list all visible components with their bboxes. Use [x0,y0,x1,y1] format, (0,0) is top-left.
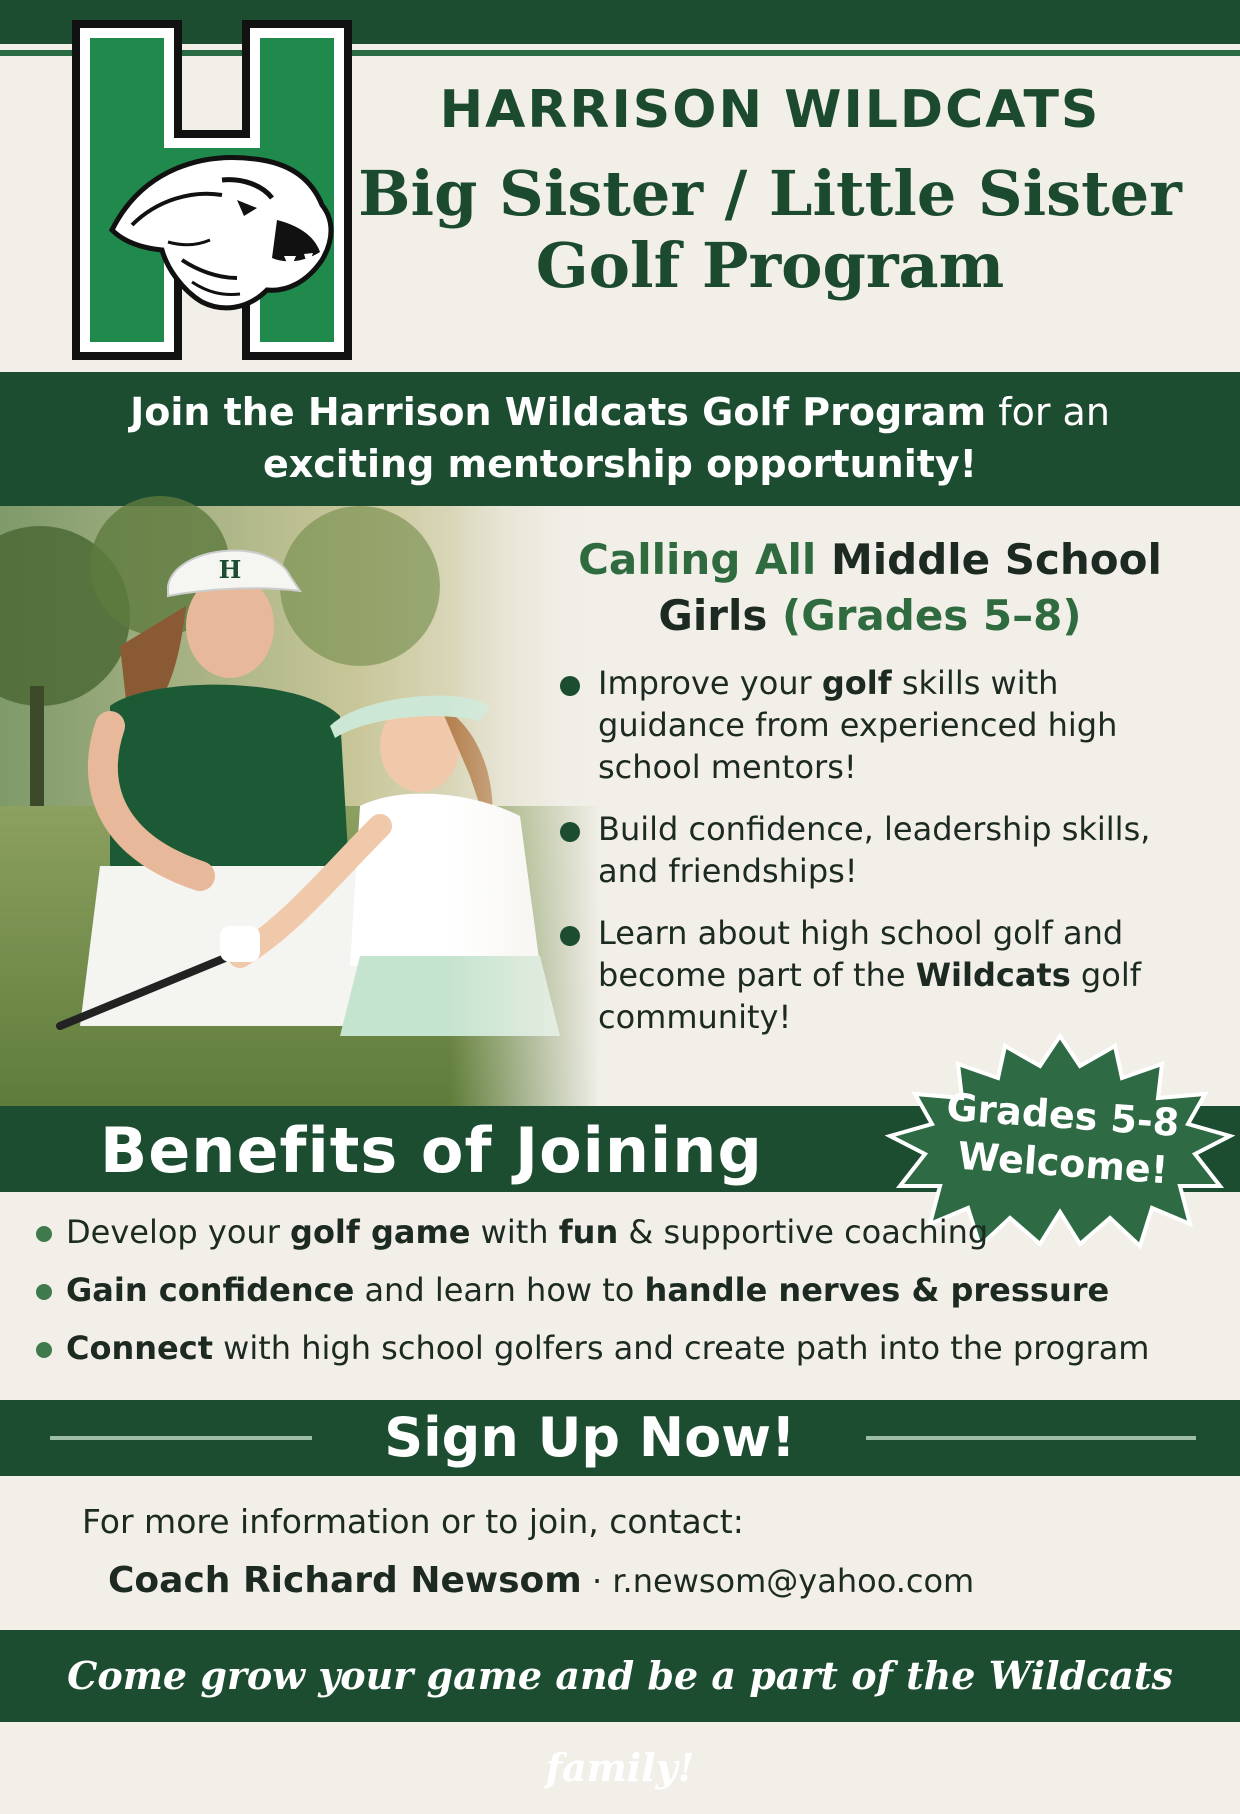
join-banner [0,372,1240,506]
calling-grades: (Grades 5–8) [782,591,1082,640]
bullet-text: Build confidence, leadership skills, and friendships! [598,810,1151,890]
list-item [560,808,1180,892]
badge-line1: Grades 5-8 [945,1084,1181,1146]
bullet-text: golf community! [598,956,1141,1036]
program-bullets [560,662,1180,1058]
program-title [350,158,1190,302]
signup-divider-right [866,1436,1196,1440]
bullet-text: skills with guidance from experienced high school mentors! [598,664,1118,786]
benefit-bold: fun [558,1213,619,1251]
bullet-bold: golf [821,664,892,702]
calling-girls: Girls [658,591,783,640]
list-item [560,912,1180,1038]
benefit-bold: golf game [290,1213,471,1251]
calling-all: Calling All [578,535,831,584]
calling-line1 [530,532,1210,588]
bullet-dot-icon [560,926,580,946]
benefit-text: Develop your [66,1213,291,1251]
benefit-bold: handle nerves & pressure [644,1271,1110,1309]
bullet-dot-icon [560,822,580,842]
list-item [32,1268,1222,1312]
contact-separator: · [581,1562,613,1600]
wildcats-h-logo [72,20,352,360]
bullet-dot-icon [36,1284,52,1300]
benefit-text: and learn how to [354,1271,645,1309]
list-item [32,1326,1222,1370]
program-title-line2: Golf Program [535,229,1005,302]
footer-tagline: Come grow your game and be a part of the Wildcats family! [67,1653,1173,1790]
benefits-title: Benefits of Joining [100,1114,763,1187]
calling-heading [530,532,1210,644]
bullet-dot-icon [36,1342,52,1358]
contact-line [108,1560,1208,1601]
list-item [560,662,1180,788]
bullet-dot-icon [560,676,580,696]
benefit-bold: Gain confidence [66,1271,355,1309]
coach-email: r.newsom@yahoo.com [612,1562,975,1600]
program-title-line1: Big Sister / Little Sister [358,157,1182,230]
bullet-text: Improve your [598,664,822,702]
join-banner-normal: for an [986,390,1110,434]
signup-divider-left [50,1436,312,1440]
school-name: HARRISON WILDCATS [439,80,1101,140]
join-banner-line2: exciting mentorship opportunity! [263,442,977,486]
join-banner-line1 [0,386,1240,438]
badge-line2: Welcome! [956,1133,1170,1193]
coach-name: Coach Richard Newsom [108,1560,582,1601]
benefit-list [32,1210,1222,1384]
benefit-text: with high school golfers and create path into the program [213,1329,1150,1367]
calling-middle-school: Middle School [830,535,1162,584]
mentor-golf-photo [0,506,600,1106]
benefit-text: & supportive coaching [618,1213,989,1251]
bullet-dot-icon [36,1226,52,1242]
list-item [32,1210,1222,1254]
join-banner-bold: Join the Harrison Wildcats Golf Program [130,390,987,434]
bullet-text: Learn about high school golf and become part of the [598,914,1124,994]
calling-line2 [530,588,1210,644]
benefit-text: with [470,1213,559,1251]
signup-title: Sign Up Now! [384,1406,796,1469]
benefit-bold: Connect [66,1329,213,1367]
bullet-bold: Wildcats [915,956,1071,994]
contact-label: For more information or to join, contact: [82,1502,744,1541]
